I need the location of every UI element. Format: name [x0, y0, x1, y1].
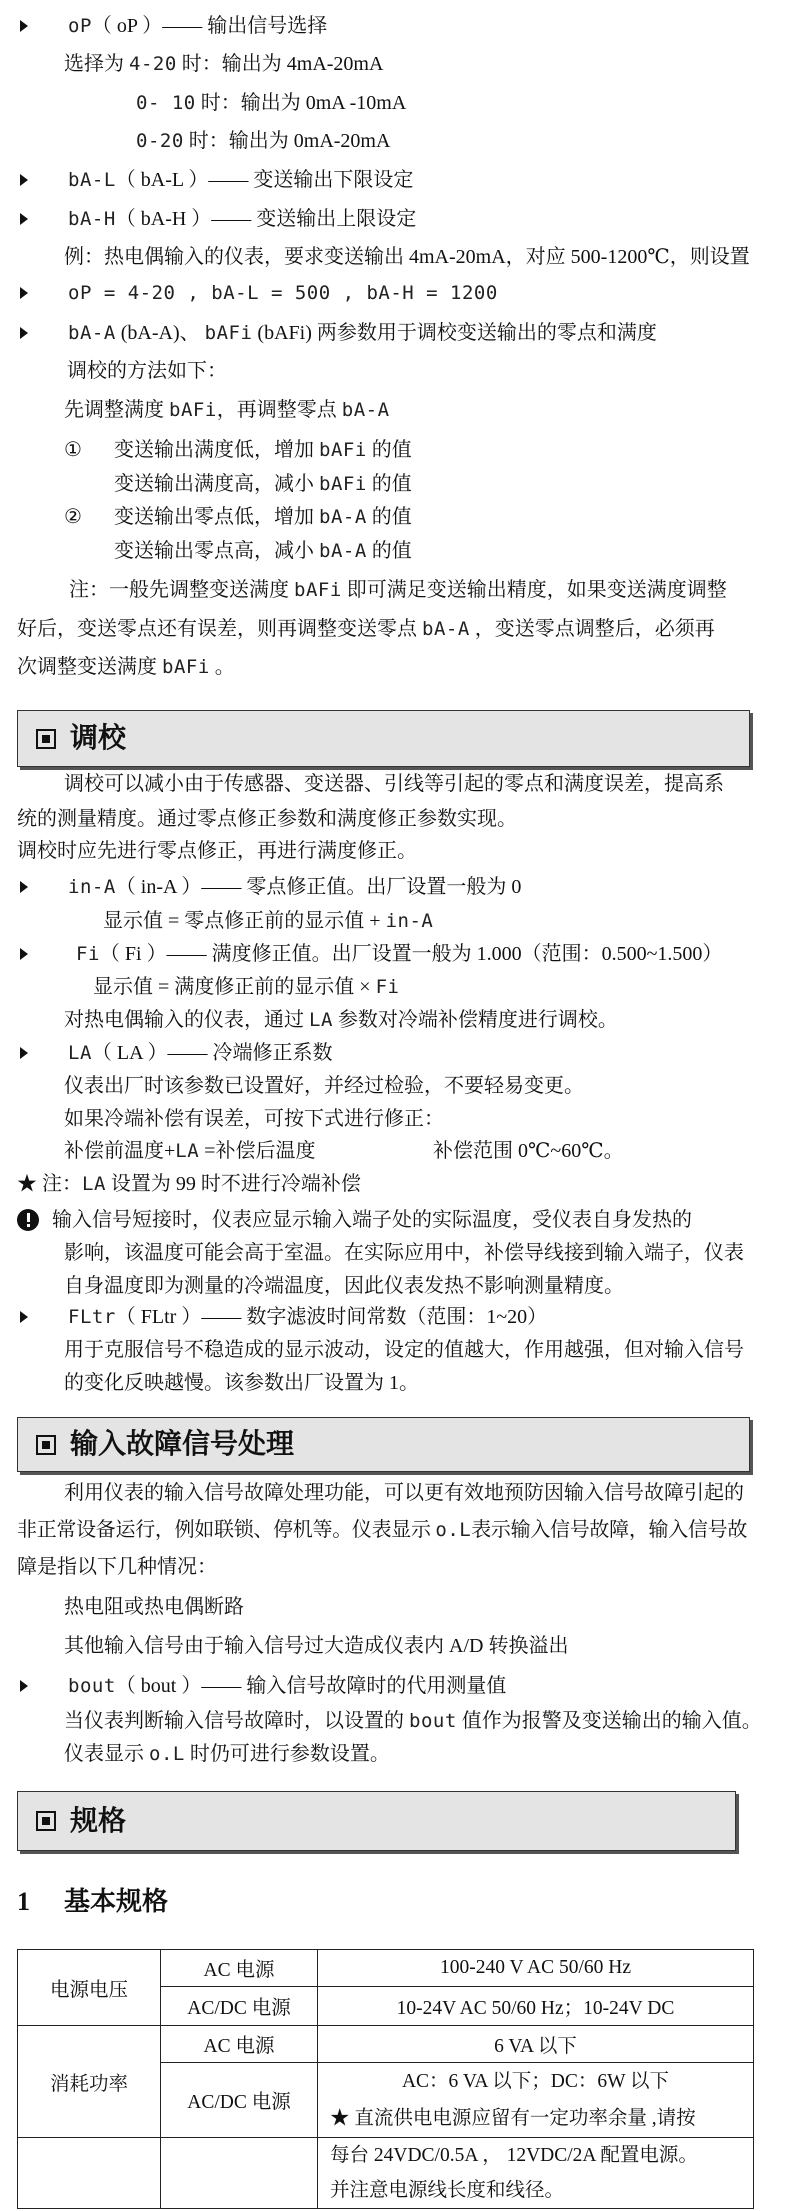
display-code: FLtr [68, 1306, 116, 1328]
line-text: 注：一般先调整变送满度 [69, 579, 294, 601]
table-cell [318, 2138, 754, 2209]
text-line [64, 1368, 419, 1398]
line-text: 如果冷端补偿有误差，可按下式进行修正： [64, 1108, 444, 1130]
subsection-number: 1 [17, 1887, 30, 1916]
display-code: bA-A [319, 506, 367, 528]
line-text: 选择为 [64, 53, 129, 75]
warning-line [17, 1205, 757, 1235]
section-header-specs [17, 1791, 736, 1851]
param-fltr-line [20, 1302, 547, 1332]
subsection-title: 基本规格 [64, 1887, 169, 1917]
triangle-right-icon [20, 174, 28, 186]
text-line [136, 88, 406, 118]
line-text: (bAFi) 两参数用于调校变送输出的零点和满度 [252, 322, 657, 344]
line-text: 显示值 = 零点修正前的显示值 + [103, 910, 386, 932]
display-code: o.L [149, 1743, 185, 1765]
display-code: LA [309, 1009, 333, 1031]
line-text: 统的测量精度。通过零点修正参数和满度修正参数实现。 [17, 808, 517, 830]
text-line [64, 242, 750, 272]
text-line [64, 49, 383, 79]
param-bah-line [20, 204, 416, 234]
table-cell [318, 2063, 754, 2138]
line-text: 即可满足变送输出精度，如果变送满度调整 [341, 579, 727, 601]
line-text: 显示值 = 满度修正前的显示值 × [93, 976, 376, 998]
section-title: 输入故障信号处理 [70, 1427, 295, 1460]
param-fi-line [20, 939, 722, 969]
line-text: 。 [209, 656, 235, 678]
line-text: 时：输出为 0mA -10mA [195, 92, 407, 114]
display-code: bAFi [162, 656, 210, 678]
line-text: 障是指以下几种情况： [17, 1556, 217, 1578]
text-line [64, 1335, 744, 1365]
compensation-range: 补偿范围 0℃~60℃。 [433, 1140, 624, 1162]
display-code: LA [82, 1173, 106, 1195]
line-text: 的值 [366, 540, 412, 562]
table-row [18, 1950, 754, 1987]
line-text: 参数对冷端补偿精度进行调校。 [332, 1009, 618, 1031]
display-code: oP = 4-20 , bA-L = 500 , bA-H = 1200 [68, 282, 498, 304]
line-text: （ bout ）—— 输入信号故障时的代用测量值 [115, 1675, 507, 1697]
param-ina-line [20, 872, 521, 902]
line-text: 补偿前温度+ [64, 1140, 176, 1162]
display-code: Fi [375, 976, 400, 998]
list-item [64, 1631, 568, 1661]
text-line [17, 1552, 217, 1582]
line-text: 值作为报警及变送输出的输入值。 [456, 1710, 762, 1732]
triangle-right-icon [20, 881, 28, 893]
line-text: （ FLtr ）—— 数字滤波时间常数（范围：1~20） [115, 1306, 548, 1328]
text-line [67, 356, 227, 386]
line-text: （ bA-H ）—— 变送输出上限设定 [115, 208, 417, 230]
line-text: 变送输出满度低，增加 [114, 439, 319, 461]
row-header: 消耗功率 [18, 2026, 161, 2138]
display-code: bAFi [204, 322, 253, 344]
table-cell: 10-24V AC 50/60 Hz；10-24V DC [318, 1987, 754, 2026]
text-line [64, 395, 390, 425]
text-line [64, 1238, 744, 1268]
line-text: (bA-A)、 [115, 322, 205, 344]
text-line [64, 1478, 744, 1508]
line-text: 当仪表判断输入信号故障时，以设置的 [64, 1710, 409, 1732]
section-header-input-fault [17, 1417, 750, 1472]
line-text: ，再调整零点 [216, 399, 342, 421]
display-code: Fi [76, 943, 100, 965]
text-line [64, 1739, 390, 1769]
line-text: 调校可以减小由于传感器、变送器、引线等引起的零点和满度误差，提高系 [64, 773, 724, 795]
line-text: （ Fi ）—— 满度修正值。出厂设置一般为 1.000（范围：0.500~1.500） [99, 943, 723, 965]
line-text: 仪表显示 [64, 1743, 149, 1765]
line-text: 对热电偶输入的仪表，通过 [64, 1009, 309, 1031]
section-title: 规格 [70, 1804, 127, 1837]
line-text: 时仍可进行参数设置。 [184, 1743, 390, 1765]
display-code: bA-A [68, 322, 116, 344]
display-code: oP [68, 15, 92, 37]
line-text: 的变化反映越慢。该参数出厂设置为 1。 [64, 1372, 419, 1394]
line-text: 热电阻或热电偶断路 [64, 1596, 244, 1618]
param-bal-line [20, 165, 413, 195]
boxed-square-icon [36, 1811, 56, 1831]
formula-line [93, 972, 399, 1002]
display-code: bA-H [68, 208, 116, 230]
text-line [64, 502, 412, 532]
line-text: 的值 [366, 506, 412, 528]
text-line [64, 1271, 624, 1301]
text-line [17, 836, 417, 866]
triangle-right-icon [20, 20, 28, 32]
basic-spec-table [17, 1949, 754, 2209]
triangle-right-icon [20, 287, 28, 299]
display-code: 0- 10 [136, 92, 196, 114]
line-text: 仪表出厂时该参数已设置好，并经过检验，不要轻易变更。 [64, 1075, 584, 1097]
display-code: in-A [385, 910, 434, 932]
line-text: 的值 [366, 439, 412, 461]
text-line [114, 469, 412, 499]
text-line [136, 126, 390, 156]
display-code: bA-L [68, 169, 116, 191]
line-text: 用于克服信号不稳造成的显示波动，设定的值越大，作用越强，但对输入信号 [64, 1339, 744, 1361]
table-cell: AC 电源 [161, 1950, 318, 1987]
text-line [17, 1515, 747, 1545]
triangle-right-icon [20, 1047, 28, 1059]
step-number: ① [64, 439, 82, 461]
line-text: 非正常设备运行，例如联锁、停机等。仪表显示 [17, 1519, 436, 1541]
formula-line [103, 906, 433, 936]
line-text: 变送输出满度高，减小 [114, 473, 319, 495]
param-op-line [20, 11, 327, 41]
text-line [17, 804, 517, 834]
line-text: 时：输出为 4mA-20mA [176, 53, 384, 75]
line-text: （ in-A ）—— 零点修正值。出厂设置一般为 0 [115, 876, 522, 898]
triangle-right-icon [20, 948, 28, 960]
line-text: （ LA ）—— 冷端修正系数 [91, 1042, 333, 1064]
display-code: bAFi [319, 473, 367, 495]
line-text: 设置为 99 时不进行冷端补偿 [105, 1173, 361, 1195]
table-cell: AC 电源 [161, 2026, 318, 2063]
text-line [64, 1005, 618, 1035]
table-cell: 100-240 V AC 50/60 Hz [318, 1950, 754, 1987]
display-code: bA-A [319, 540, 367, 562]
line-text: 好后，变送零点还有误差，则再调整变送零点 [17, 618, 422, 640]
text-line [64, 1104, 444, 1134]
display-code: LA [175, 1140, 200, 1162]
param-bout-line [20, 1671, 506, 1701]
table-cell: AC/DC 电源 [161, 1987, 318, 2026]
table-cell: AC/DC 电源 [161, 2063, 318, 2138]
display-code: 0-20 [136, 130, 184, 152]
line-text: 的值 [366, 473, 412, 495]
display-code: bA-A [341, 399, 390, 421]
display-code: in-A [68, 876, 116, 898]
line-text: 输入信号短接时，仪表应显示输入端子处的实际温度，受仪表自身发热的 [52, 1209, 692, 1231]
triangle-right-icon [20, 213, 28, 225]
line-text: 其他输入信号由于输入信号过大造成仪表内 A/D 转换溢出 [64, 1635, 569, 1657]
line-text: 影响，该温度可能会高于室温。在实际应用中，补偿导线接到输入端子，仪表 [64, 1242, 744, 1264]
cell-line: AC：6 VA 以下；DC：6W 以下 [401, 2071, 670, 2092]
display-code: 4-20 [129, 53, 177, 75]
line-text: （ oP ）—— 输出信号选择 [91, 15, 328, 37]
boxed-square-icon [36, 1435, 56, 1455]
boxed-square-icon [36, 729, 56, 749]
text-line [17, 652, 235, 682]
line-text: =补偿后温度 [199, 1140, 316, 1162]
text-line [64, 769, 724, 799]
table-cell-empty [161, 2138, 318, 2209]
display-code: LA [68, 1042, 92, 1064]
text-line [17, 614, 715, 644]
param-la-line [20, 1038, 332, 1068]
step-number: ② [64, 506, 82, 528]
line-text: 变送输出零点低，增加 [114, 506, 319, 528]
table-cell: 6 VA 以下 [318, 2026, 754, 2063]
table-cell-empty [18, 2138, 161, 2209]
row-header: 电源电压 [18, 1950, 161, 2026]
example-settings-line [20, 278, 498, 308]
param-baa-bafi-line [20, 318, 657, 348]
line-text: 时：输出为 0mA-20mA [183, 130, 391, 152]
display-code: bAFi [294, 579, 342, 601]
line-text: 表示输入信号故障，输入信号故 [471, 1519, 748, 1541]
cell-line: 每台 24VDC/0.5A ， 12VDC/2A 配置电源。 [330, 2145, 698, 2166]
cell-line: 并注意电源线长度和线径。 [330, 2180, 565, 2201]
display-code: bA-A [422, 618, 470, 640]
text-line [64, 435, 412, 465]
text-line [64, 1706, 762, 1736]
display-code: bout [68, 1675, 116, 1697]
text-line [64, 1071, 584, 1101]
triangle-right-icon [20, 1680, 28, 1692]
section-header-calibration [17, 710, 750, 767]
line-text: 先调整满度 [64, 399, 169, 421]
line-text: ★ 注： [17, 1173, 82, 1195]
note-line [17, 1169, 361, 1199]
triangle-right-icon [20, 327, 28, 339]
line-text: 自身温度即为测量的冷端温度，因此仪表发热不影响测量精度。 [64, 1275, 624, 1297]
cell-note: ★ 直流供电电源应留有一定功率余量 ,请按 [330, 2108, 696, 2129]
line-text: ，变送零点调整后，必须再 [469, 618, 715, 640]
exclamation-circle-icon [17, 1209, 39, 1231]
display-code: bout [409, 1710, 457, 1732]
text-line [114, 536, 412, 566]
list-item [64, 1592, 244, 1622]
line-text: 调校的方法如下： [67, 360, 227, 382]
text-line [69, 575, 727, 605]
display-code: o.L [435, 1519, 472, 1541]
line-text: 例：热电偶输入的仪表，要求变送输出 4mA-20mA，对应 500-1200℃，则设置 [64, 246, 750, 268]
table-row [18, 2026, 754, 2063]
line-text: 调校时应先进行零点修正，再进行满度修正。 [17, 840, 417, 862]
triangle-right-icon [20, 1311, 28, 1323]
display-code: bAFi [169, 399, 217, 421]
line-text: 变送输出零点高，减小 [114, 540, 319, 562]
line-text: 次调整变送满度 [17, 656, 162, 678]
table-row [18, 2138, 754, 2209]
line-text: 利用仪表的输入信号故障处理功能，可以更有效地预防因输入信号故障引起的 [64, 1482, 744, 1504]
line-text: （ bA-L ）—— 变送输出下限设定 [115, 169, 414, 191]
section-title: 调校 [70, 721, 127, 754]
formula-line [64, 1136, 764, 1166]
display-code: bAFi [319, 439, 367, 461]
